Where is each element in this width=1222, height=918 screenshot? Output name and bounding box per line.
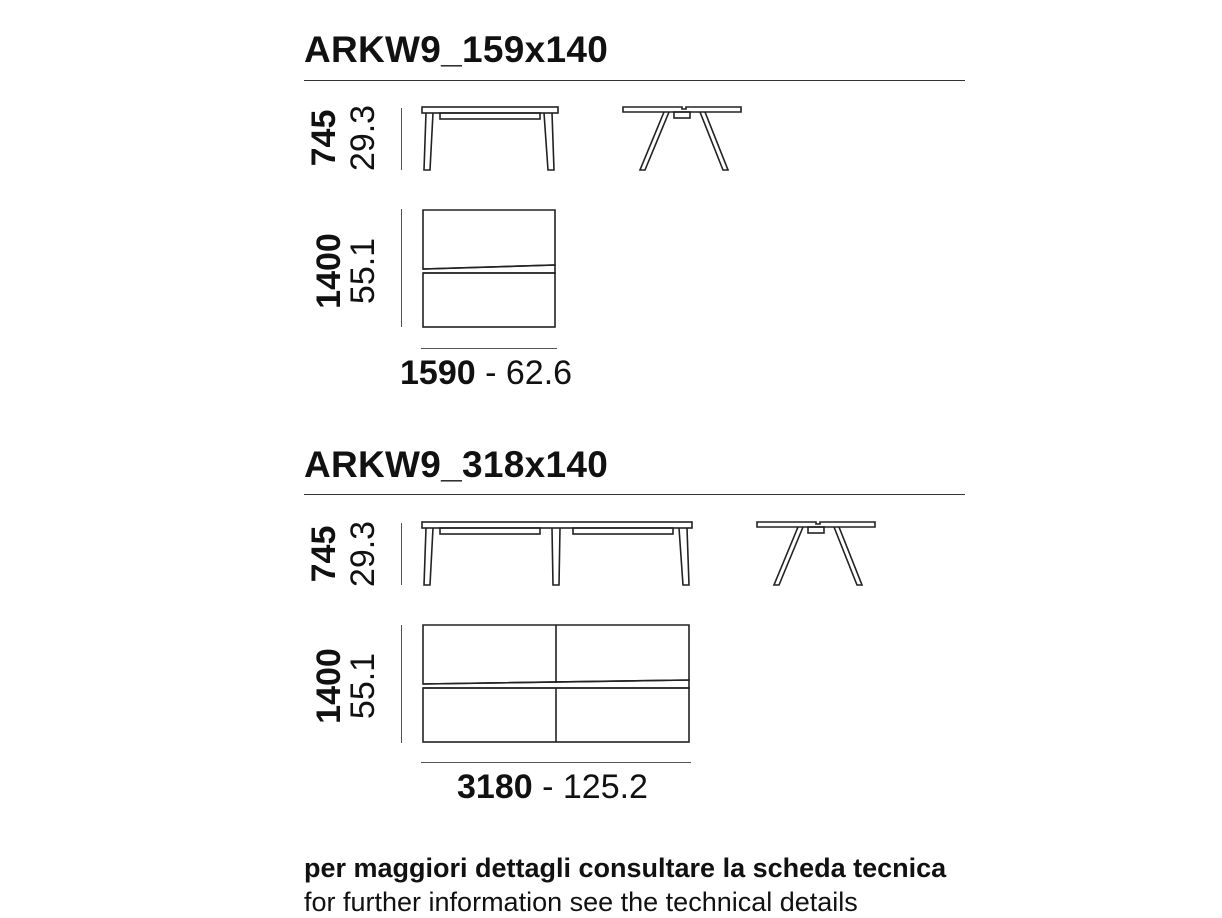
width-in: 62.6 [505,354,573,392]
width-dimension-line [421,762,691,763]
depth-dimension-line [401,625,402,743]
footer-note-english: for further information see the technical details [304,887,858,917]
height-in-label: 29.3 [344,520,382,588]
front-elevation-drawing [418,103,563,175]
plan-view-drawing [420,622,694,746]
depth-mm-label: 1400 [310,233,348,309]
width-separator: - [485,354,497,392]
height-mm-label: 745 [305,109,343,167]
side-elevation-drawing [754,518,879,590]
title-divider [304,80,965,81]
front-elevation-drawing [418,518,698,590]
title-divider [304,494,965,495]
width-mm: 3180 [457,768,533,806]
height-dimension-line [401,523,402,585]
product-title: ARKW9_318x140 [304,444,609,485]
height-dimension-line [401,108,402,170]
width-dimension-line [421,348,557,349]
height-in-label: 29.3 [344,104,382,172]
depth-mm-label: 1400 [310,648,348,724]
depth-dimension-line [401,209,402,327]
depth-in-label: 55.1 [344,237,382,305]
footer-note-italian: per maggiori dettagli consultare la scheda tecnica [304,853,947,883]
width-label [457,770,648,804]
width-in: 125.2 [562,768,648,806]
width-separator: - [542,768,554,806]
depth-in-label: 55.1 [344,652,382,720]
side-elevation-drawing [620,103,745,175]
width-mm: 1590 [400,354,476,392]
plan-view-drawing [420,207,560,331]
product-title: ARKW9_159x140 [304,29,609,70]
height-mm-label: 745 [305,525,343,583]
width-label [400,356,572,390]
